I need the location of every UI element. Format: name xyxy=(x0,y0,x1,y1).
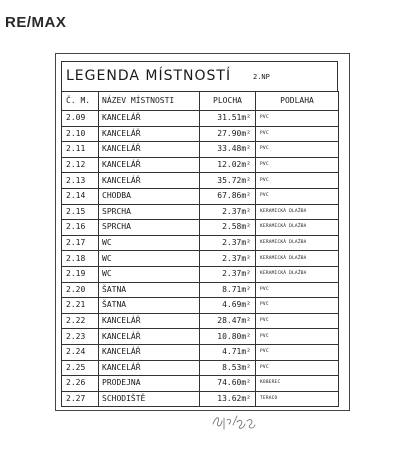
room-name: ŠATNA xyxy=(99,298,200,314)
room-number: 2.18 xyxy=(62,251,99,267)
table-row xyxy=(62,142,339,158)
room-flooring: PVC xyxy=(256,188,339,204)
room-number: 2.12 xyxy=(62,157,99,173)
room-name: KANCELÁŘ xyxy=(99,344,200,360)
room-flooring: PVC xyxy=(256,111,339,127)
room-number: 2.19 xyxy=(62,266,99,282)
table-row xyxy=(62,376,339,392)
room-area: 33.48m² xyxy=(200,142,256,158)
room-name: PRODEJNA xyxy=(99,376,200,392)
room-name: WC xyxy=(99,266,200,282)
room-number: 2.15 xyxy=(62,204,99,220)
room-flooring: KERAMICKÁ DLAŽBA xyxy=(256,220,339,236)
header-room-name: NÁZEV MÍSTNOSTI xyxy=(99,92,200,111)
room-number: 2.21 xyxy=(62,298,99,314)
room-name: WC xyxy=(99,251,200,267)
room-area: 12.02m² xyxy=(200,157,256,173)
room-name: KANCELÁŘ xyxy=(99,329,200,345)
room-table xyxy=(61,91,339,407)
room-flooring: PVC xyxy=(256,313,339,329)
room-area: 67.86m² xyxy=(200,188,256,204)
room-name: KANCELÁŘ xyxy=(99,360,200,376)
table-row xyxy=(62,391,339,407)
room-area: 2.37m² xyxy=(200,251,256,267)
room-flooring: KERAMICKÁ DLAŽBA xyxy=(256,235,339,251)
floor-label: 2.NP xyxy=(253,73,270,81)
table-row xyxy=(62,220,339,236)
table-row xyxy=(62,188,339,204)
room-number: 2.13 xyxy=(62,173,99,189)
room-number: 2.17 xyxy=(62,235,99,251)
room-number: 2.27 xyxy=(62,391,99,407)
room-area: 10.80m² xyxy=(200,329,256,345)
table-row xyxy=(62,157,339,173)
table-row xyxy=(62,360,339,376)
header-flooring: PODLAHA xyxy=(256,92,339,111)
room-name: KANCELÁŘ xyxy=(99,126,200,142)
room-number: 2.09 xyxy=(62,111,99,127)
room-flooring: PVC xyxy=(256,157,339,173)
room-number: 2.10 xyxy=(62,126,99,142)
table-row xyxy=(62,329,339,345)
room-name: SPRCHA xyxy=(99,220,200,236)
room-flooring: TERACO xyxy=(256,391,339,407)
room-area: 35.72m² xyxy=(200,173,256,189)
room-number: 2.25 xyxy=(62,360,99,376)
room-area: 4.71m² xyxy=(200,344,256,360)
table-row xyxy=(62,126,339,142)
room-flooring: KOBEREC xyxy=(256,376,339,392)
room-flooring: PVC xyxy=(256,126,339,142)
room-flooring: PVC xyxy=(256,329,339,345)
room-name: ŠATNA xyxy=(99,282,200,298)
room-flooring: PVC xyxy=(256,298,339,314)
legend-title-row xyxy=(61,61,338,91)
room-area: 8.53m² xyxy=(200,360,256,376)
table-row xyxy=(62,251,339,267)
room-area: 28.47m² xyxy=(200,313,256,329)
room-number: 2.23 xyxy=(62,329,99,345)
room-flooring: KERAMICKÁ DLAŽBA xyxy=(256,204,339,220)
room-name: KANCELÁŘ xyxy=(99,313,200,329)
room-flooring: KERAMICKÁ DLAŽBA xyxy=(256,251,339,267)
room-legend xyxy=(61,61,338,407)
room-area: 2.37m² xyxy=(200,235,256,251)
table-row xyxy=(62,266,339,282)
room-name: KANCELÁŘ xyxy=(99,111,200,127)
legend-title: LEGENDA MÍSTNOSTÍ xyxy=(66,68,232,84)
room-flooring: PVC xyxy=(256,282,339,298)
room-area: 8.71m² xyxy=(200,282,256,298)
table-row xyxy=(62,282,339,298)
room-area: 31.51m² xyxy=(200,111,256,127)
header-area: PLOCHA xyxy=(200,92,256,111)
room-area: 2.37m² xyxy=(200,266,256,282)
table-row xyxy=(62,173,339,189)
room-flooring: PVC xyxy=(256,142,339,158)
table-row xyxy=(62,313,339,329)
room-name: SPRCHA xyxy=(99,204,200,220)
room-number: 2.11 xyxy=(62,142,99,158)
room-number: 2.14 xyxy=(62,188,99,204)
table-row xyxy=(62,298,339,314)
handwritten-signature xyxy=(210,412,258,434)
room-name: SCHODIŠTĚ xyxy=(99,391,200,407)
room-number: 2.16 xyxy=(62,220,99,236)
room-flooring: PVC xyxy=(256,360,339,376)
table-row xyxy=(62,204,339,220)
table-row xyxy=(62,235,339,251)
room-flooring: KERAMICKÁ DLAŽBA xyxy=(256,266,339,282)
table-row xyxy=(62,344,339,360)
header-room-number: Č. M. xyxy=(62,92,99,111)
room-name: WC xyxy=(99,235,200,251)
room-number: 2.20 xyxy=(62,282,99,298)
room-area: 27.90m² xyxy=(200,126,256,142)
table-row xyxy=(62,111,339,127)
room-number: 2.26 xyxy=(62,376,99,392)
room-flooring: PVC xyxy=(256,344,339,360)
room-name: CHODBA xyxy=(99,188,200,204)
table-header-row xyxy=(62,92,339,111)
room-name: KANCELÁŘ xyxy=(99,142,200,158)
room-number: 2.24 xyxy=(62,344,99,360)
room-name: KANCELÁŘ xyxy=(99,157,200,173)
remax-logo: RE/MAX xyxy=(5,14,67,31)
room-area: 2.58m² xyxy=(200,220,256,236)
room-area: 74.60m² xyxy=(200,376,256,392)
room-flooring: PVC xyxy=(256,173,339,189)
room-name: KANCELÁŘ xyxy=(99,173,200,189)
room-area: 4.69m² xyxy=(200,298,256,314)
room-area: 2.37m² xyxy=(200,204,256,220)
room-area: 13.62m² xyxy=(200,391,256,407)
room-number: 2.22 xyxy=(62,313,99,329)
